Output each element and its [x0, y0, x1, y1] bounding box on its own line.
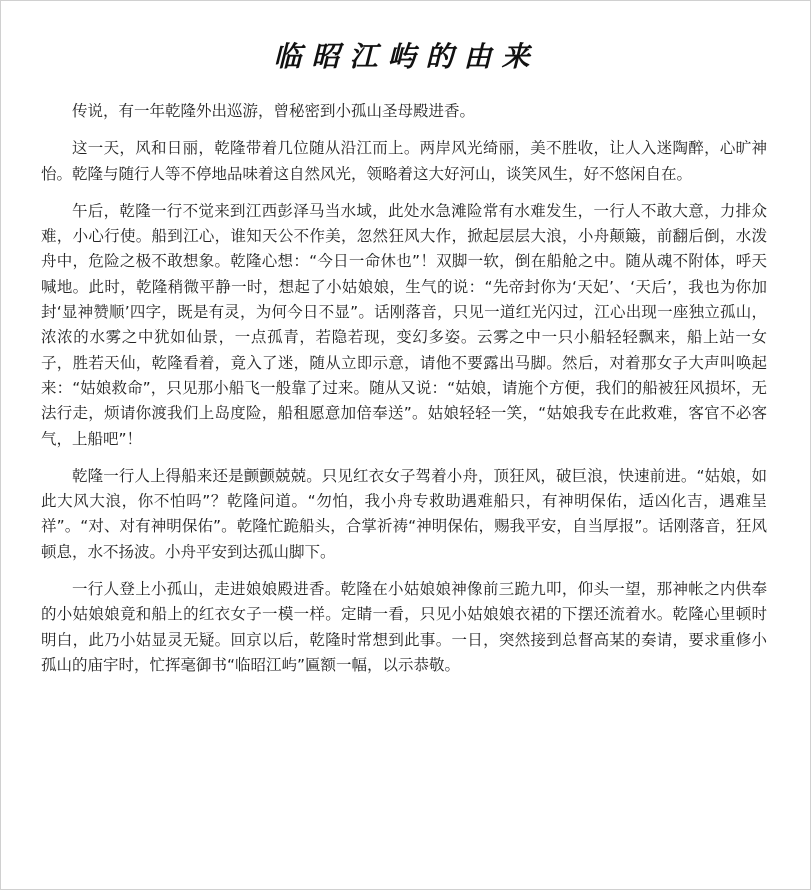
paragraph: 这一天，风和日丽，乾隆带着几位随从沿江而上。两岸风光绮丽，美不胜收，让人入迷陶醉，心旷神怡。乾隆与随行人等不停地品味着这自然风光，领略着这大好河山，谈笑风生，好不悠闲自在。	[41, 139, 767, 183]
paragraph: 一行人登上小孤山，走进娘娘殿进香。乾隆在小姑娘娘神像前三跪九叩，仰头一望，那神帐之内供奉的小姑娘娘竟和船上的红衣女子一模一样。定睛一看，只见小姑娘娘衣裙的下摆还流着水。乾隆心里顿时明白，此乃小姑显灵无疑。回京以后，乾隆时常想到此事。一日，突然接到总督高某的奏请，要求重修小孤山的庙宇时，忙挥毫御书“临昭江屿”匾额一幅，以示恭敬。	[41, 580, 767, 674]
paragraph: 传说，有一年乾隆外出巡游，曾秘密到小孤山圣母殿进香。	[72, 102, 476, 120]
paragraph: 午后，乾隆一行不觉来到江西彭泽马当水域，此处水急滩险常有水难发生，一行人不敢大意，力排众难，小心行使。船到江心，谁知天公不作美，忽然狂风大作，掀起层层大浪，小舟颠簸，前翻后倒，水泼舟中，危险之极不敢想象。乾隆心想：“今日一命休也”！双脚一软，倒在船舱之中。随从魂不附体，呼天喊地。此时，乾隆稍微平静一时，想起了小姑娘娘，生气的说：“先帝封你为‘天妃’、‘天后’，我也为你加封‘显神赞顺’四字，既是有灵，为何今日不显”。话刚落音，只见一道红光闪过，江心出现一座独立孤山，浓浓的水雾之中犹如仙景，一点孤青，若隐若现，变幻多姿。云雾之中一只小船轻轻飘来，船上站一女子，胜若天仙，乾隆看着，竟入了迷，随从立即示意，请他不要露出马脚。然后，对着那女子大声叫唤起来：“姑娘救命”，只见那小船飞一般靠了过来。随从又说：“姑娘，请施个方便，我们的船被狂风损坏，无法行走，烦请你渡我们上岛度险，船租愿意加倍奉送”。姑娘轻轻一笑，“姑娘我专在此救难，客官不必客气，上船吧”！	[41, 201, 767, 448]
paragraph: 乾隆一行人上得船来还是颤颤兢兢。只见红衣女子驾着小舟，顶狂风，破巨浪，快速前进。“姑娘，如此大风大浪，你不怕吗”？乾隆问道。“勿怕，我小舟专救助遇难船只，有神明保佑，适凶化吉，遇难呈祥”。“对、对有神明保佑”。乾隆忙跪船头，合掌祈祷“神明保佑，赐我平安，自当厚报”。话刚落音，狂风顿息，水不扬波。小舟平安到达孤山脚下。	[41, 466, 767, 561]
document-title: 临昭江屿的由来	[273, 40, 540, 73]
document-body	[41, 99, 767, 690]
